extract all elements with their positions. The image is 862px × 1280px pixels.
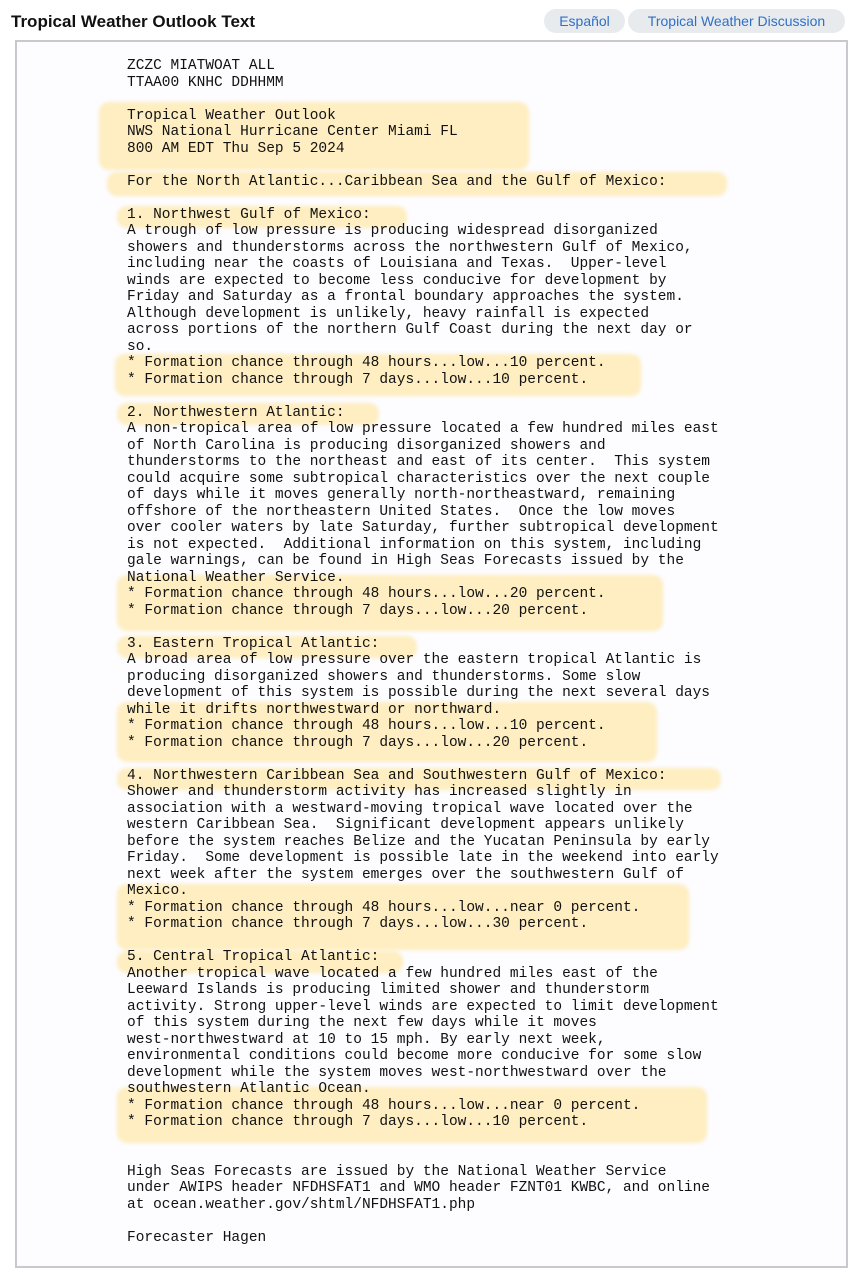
tropical-weather-outlook-text: ZCZC MIATWOAT ALL TTAA00 KNHC DDHHMM Tropical Weather Outlook NWS National Hurricane Center Miami FL 800 AM EDT Thu Sep 5 2024 For the North Atlantic...Caribbean Sea and the Gulf of Mexico: 1. Northwest Gulf of Mexico: A trough of low pressure is producing widespread disorganized showers and thunderstorms across the northwestern Gulf of Mexico, including near the coasts of Louisiana and Texas. Upper-level winds are expected to become less conducive for development by Friday and Saturday as a frontal boundary approaches the system. Although development is unlikely, heavy rainfall is expected across portions of the northern Gulf Coast during the next day or so. * Formation chance through 48 hours...low...10 percent. * Formation chance through 7 days...low...10 percent. 2. Northwestern Atlantic: A non-tropical area of low pressure located a few hundred miles east of North Carolina is producing disorganized showers and thunderstorms to the northeast and east of its center. This system could acquire some subtropical characteristics over the next couple of days while it moves generally north-northeastward, remaining offshore of the northeastern United States. Once the low moves over cooler waters by late Saturday, further subtropical development is not expected. Additional information on this system, including gale warnings, can be found in High Seas Forecasts issued by the National Weather Service. * Formation chance through 48 hours...low...20 percent. * Formation chance through 7 days...low...20 percent. 3. Eastern Tropical Atlantic: A broad area of low pressure over the eastern tropical Atlantic is producing disorganized showers and thunderstorms. Some slow development of this system is possible during the next several days while it drifts northwestward or northward. * Formation chance through 48 hours...low...10 percent. * Formation chance through 7 days...low...20 percent. 4. Northwestern Caribbean Sea and Southwestern Gulf of Mexico: Shower and thunderstorm activity has increased slightly in association with a westward-moving tropical wave located over the western Caribbean Sea. Significant development appears unlikely before the system reaches Belize and the Yucatan Peninsula by early Friday. Some development is possible late in the weekend into early next week after the system emerges over the southwestern Gulf of Mexico. * Formation chance through 48 hours...low...near 0 percent. * Formation chance through 7 days...low...30 percent. 5. Central Tropical Atlantic: Another tropical wave located a few hundred miles east of the Leeward Islands is producing limited shower and thunderstorm activity. Strong upper-level winds are expected to limit development of this system during the next few days while it moves west-northwestward at 10 to 15 mph. By early next week, environmental conditions could become more conducive for some slow development while the system moves west-northwestward over the southwestern Atlantic Ocean. * Formation chance through 48 hours...low...near 0 percent. * Formation chance through 7 days...low...10 percent. High Seas Forecasts are issued by the National Weather Service under AWIPS header NFDHSFAT1 and WMO header FZNT01 KWBC, and online at ocean.weather.gov/shtml/NFDHSFAT1.php Forecaster Hagen [127,58,719,1246]
page-title: Tropical Weather Outlook Text [11,12,256,31]
page-header [0,0,862,40]
espanol-tab-button[interactable]: Español [544,9,625,33]
outlook-text-panel [15,40,848,1268]
tropical-weather-discussion-tab-button[interactable]: Tropical Weather Discussion [628,9,845,33]
